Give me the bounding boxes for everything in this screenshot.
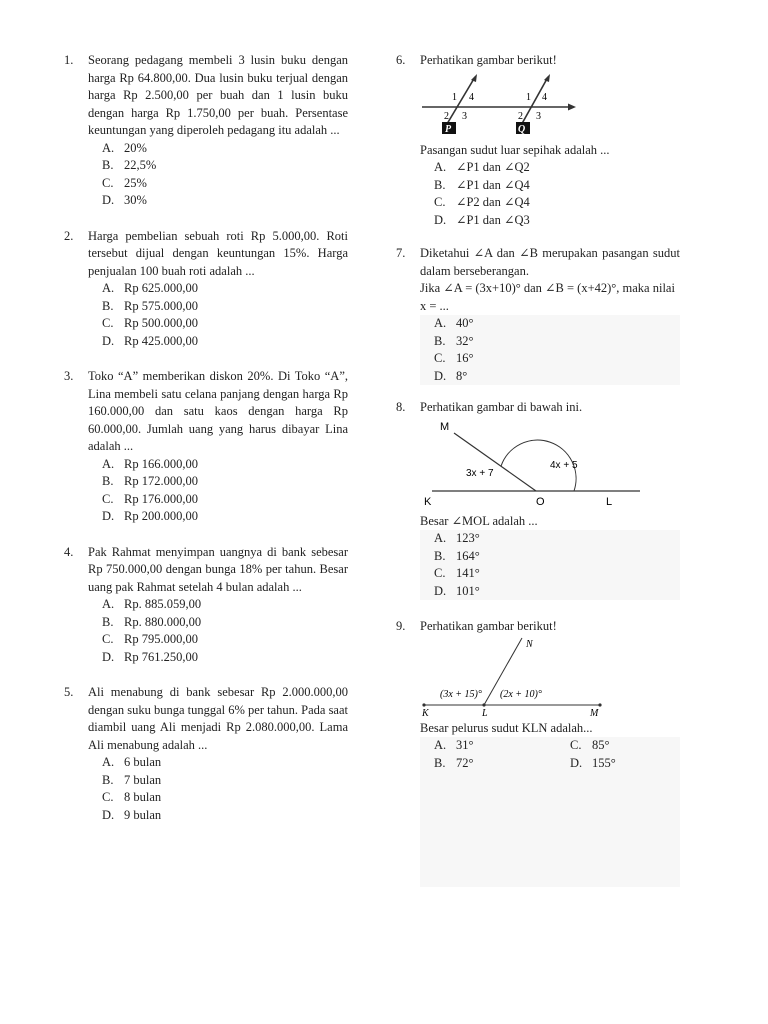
option-letter: C. [102,632,114,646]
option-d[interactable] [570,755,690,773]
option-text: 32° [456,333,474,348]
right-column [396,52,680,887]
question-2 [64,228,348,351]
option-letter: A. [102,456,115,471]
option-letter: B. [102,298,114,313]
left-column [64,52,348,824]
option-text: 8 bulan [124,790,162,804]
angle-mol-figure [396,417,680,509]
option-d[interactable] [102,807,348,825]
option-text: Rp 795.000,00 [124,632,198,646]
option-text: 85° [592,738,610,752]
option-text: ∠P1 dan ∠Q4 [456,177,530,192]
option-text: Rp 761.250,00 [124,649,198,664]
option-letter: B. [434,333,446,348]
option-c[interactable] [570,737,690,755]
question-3 [64,368,348,526]
option-text: Rp 166.000,00 [124,456,198,471]
option-b[interactable] [434,333,680,351]
option-letter: A. [102,755,115,769]
question-6 [396,52,680,70]
angle-expression: 4x + 5 [550,459,578,471]
option-letter: C. [434,566,446,580]
angle-label: 2 [518,110,523,122]
option-letter: B. [102,772,114,787]
question-text: Perhatikan gambar di bawah ini. [420,400,583,414]
option-a[interactable] [102,280,348,298]
options [420,530,680,600]
arrow-head [544,74,550,82]
question-number: 2. [64,228,74,243]
option-a[interactable] [434,737,570,755]
option-text: Rp 425.000,00 [124,333,198,348]
option-letter: C. [570,738,582,752]
option-c[interactable] [102,315,348,333]
option-letter: B. [102,158,114,172]
question-text: Harga pembelian sebuah roti Rp 5.000,00. Roti tersebut dijual dengan keuntungan 15%. Harga penjualan 100 buah roti adalah ... [88,228,348,278]
question-text: Seorang pedagang membeli 3 lusin buku dengan harga Rp 64.800,00. Dua lusin buku terjual dengan harga Rp 2.500,00 per buah dan 1 lusin buku dengan harga Rp 1.750,00 per buah. Persentase keuntungan yang diperoleh pedagang itu adalah ... [88,53,348,137]
option-letter: C. [102,790,114,804]
option-d[interactable] [102,333,348,351]
option-letter: D. [434,583,447,598]
arrow-head [568,103,576,110]
point-label-p: P [445,123,452,134]
ray-om [454,433,536,491]
question-number: 5. [64,685,74,699]
option-letter: B. [434,548,446,563]
question-number: 8. [396,400,406,414]
option-letter: D. [570,755,583,770]
option-letter: D. [102,649,115,664]
angle-expression: (3x + 15)° [440,688,482,700]
option-text: 31° [456,738,474,752]
options [88,456,348,526]
question-text: Pak Rahmat menyimpan uangnya di bank sebesar Rp 750.000,00 dengan bunga 18% per tahun. Besar uang pak Rahmat setelah 4 bulan adalah ... [88,544,348,594]
options [88,140,348,210]
question-text: Perhatikan gambar berikut! [420,619,557,633]
question-number: 3. [64,369,74,383]
question-number: 7. [396,246,406,260]
option-letter: D. [102,193,115,207]
angle-label: 3 [462,110,467,122]
option-text: 8° [456,368,468,383]
option-b[interactable] [102,614,348,632]
option-text: ∠P1 dan ∠Q3 [456,212,530,227]
options [88,596,348,666]
option-text: Rp 176.000,00 [124,491,198,506]
option-a[interactable] [102,754,348,772]
question-7 [396,245,680,385]
option-letter: A. [102,597,115,611]
point-label-l: L [606,495,613,508]
angle-expression: 3x + 7 [466,467,494,479]
question-number: 4. [64,544,74,559]
option-d[interactable] [102,192,348,210]
options [420,315,680,385]
question-text: Toko “A” memberikan diskon 20%. Di Toko “A”, Lina membeli satu celana panjang dengan harga Rp 160.000,00 dan satu kaos dengan harga Rp 60.000,00. Jumlah uang yang harus dibayar Lina adalah ... [88,369,348,453]
question-9 [396,618,680,636]
question-text: Diketahui ∠A dan ∠B merupakan pasangan sudut dalam berseberangan. [420,246,680,278]
angle-kln-figure [396,636,680,716]
option-d[interactable] [434,212,680,230]
option-text: 30% [124,193,147,207]
point-label-k: K [422,707,429,716]
option-a[interactable] [434,315,680,333]
option-text: Rp. 880.000,00 [124,614,202,629]
question-condition: Jika ∠A = (3x+10)° dan ∠B = (x+42)°, maka nilai x = ... [420,281,675,313]
point-label-o: O [536,495,545,508]
question-number: 1. [64,53,74,67]
angle-label: 3 [536,110,541,122]
option-letter: C. [102,316,114,330]
option-b[interactable] [102,473,348,491]
option-c[interactable] [102,631,348,649]
option-letter: A. [434,738,447,752]
question-number: 6. [396,53,406,67]
angle-label: 1 [452,91,457,103]
point-l-dot [482,703,485,706]
option-text: Rp 575.000,00 [124,298,198,313]
angle-expression: (2x + 10)° [500,688,542,700]
angle-label: 2 [444,110,449,122]
option-text: 16° [456,351,474,365]
option-a[interactable] [434,530,680,548]
option-text: 6 bulan [124,755,162,769]
option-letter: B. [102,614,114,629]
options [88,280,348,350]
question-9-body [396,720,680,888]
option-text: Rp 200.000,00 [124,509,198,523]
option-text: 25% [124,175,147,190]
question-8 [396,399,680,417]
option-b[interactable] [102,298,348,316]
option-c[interactable] [102,789,348,807]
option-c[interactable] [434,350,680,368]
option-a[interactable] [102,456,348,474]
parallel-lines-figure [396,72,680,134]
question-text: Ali menabung di bank sebesar Rp 2.000.000,00 dengan suku bunga tunggal 6% per tahun. Pada saat diambil uang Ali menjadi Rp 2.080.000,00. Lama Ali menabung adalah ... [88,685,349,752]
option-d[interactable] [434,368,680,386]
question-prompt: Besar pelurus sudut KLN adalah... [420,720,593,735]
point-label-l: L [482,707,488,716]
question-prompt: Pasangan sudut luar sepihak adalah ... [420,142,610,157]
option-d[interactable] [102,649,348,667]
option-c[interactable] [434,565,680,583]
option-b[interactable] [434,177,680,195]
option-text: 101° [456,583,480,598]
point-label-k: K [424,495,432,508]
angle-label: 4 [542,91,547,103]
option-letter: D. [102,333,115,348]
point-label-q: Q [518,123,526,134]
option-letter: A. [434,316,447,330]
options [420,737,680,887]
angle-label: 4 [469,91,474,103]
question-5 [64,684,348,824]
option-a[interactable] [434,159,680,177]
option-b[interactable] [434,755,570,773]
option-letter: A. [102,281,115,295]
option-text: 40° [456,316,474,330]
point-k-dot [422,703,425,706]
option-c[interactable] [434,194,680,212]
option-b[interactable] [102,772,348,790]
option-letter: B. [434,755,446,770]
option-b[interactable] [102,157,348,175]
option-text: 72° [456,755,474,770]
question-number: 9. [396,619,406,633]
option-text: 7 bulan [124,772,162,787]
point-label-n: N [526,638,533,650]
angle-label: 1 [526,91,531,103]
option-text: 164° [456,548,480,563]
question-4 [64,544,348,667]
question-1 [64,52,348,210]
option-letter: B. [434,177,446,192]
option-d[interactable] [434,583,680,601]
option-text: 141° [456,566,480,580]
option-letter: C. [102,175,114,190]
option-text: ∠P1 dan ∠Q2 [456,160,530,174]
option-letter: A. [102,140,115,155]
option-d[interactable] [102,508,348,526]
option-letter: C. [434,195,446,209]
point-m-dot [598,703,601,706]
option-letter: C. [102,491,114,506]
option-text: 155° [592,755,616,770]
option-letter: D. [434,368,447,383]
option-c[interactable] [102,491,348,509]
option-letter: D. [102,807,115,822]
option-letter: B. [102,474,114,488]
option-text: Rp 172.000,00 [124,474,198,488]
options [420,159,680,229]
option-a[interactable] [102,596,348,614]
question-8-body [396,513,680,601]
options [88,754,348,824]
question-text: Perhatikan gambar berikut! [420,53,557,67]
option-text: 123° [456,531,480,545]
point-label-m: M [440,420,450,433]
option-a[interactable] [102,140,348,158]
option-text: Rp. 885.059,00 [124,597,202,611]
option-letter: C. [434,351,446,365]
option-text: 22,5% [124,158,157,172]
option-b[interactable] [434,548,680,566]
option-letter: D. [102,509,115,523]
point-label-m: M [590,707,599,716]
question-6-body [396,142,680,230]
option-text: Rp 500.000,00 [124,316,198,330]
option-text: ∠P2 dan ∠Q4 [456,195,530,209]
option-letter: A. [434,531,447,545]
option-letter: D. [434,212,447,227]
question-prompt: Besar ∠MOL adalah ... [420,513,538,528]
option-text: 20% [124,140,147,155]
option-text: Rp 625.000,00 [124,281,198,295]
option-text: 9 bulan [124,807,162,822]
transversal-q [519,77,548,129]
option-letter: A. [434,160,447,174]
option-c[interactable] [102,175,348,193]
